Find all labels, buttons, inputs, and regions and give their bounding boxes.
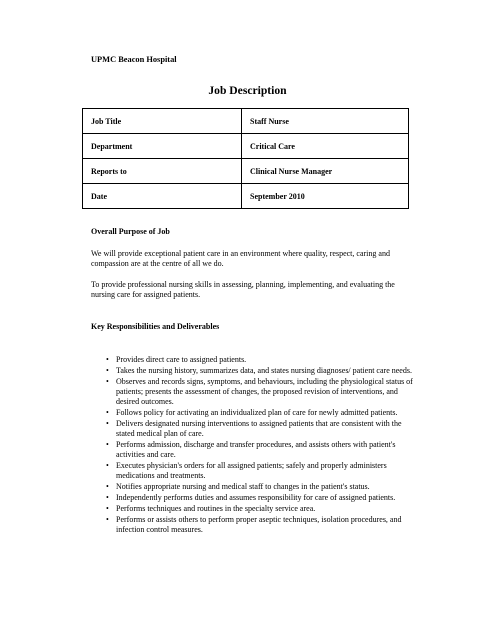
date-label: Date xyxy=(83,184,242,209)
department-label: Department xyxy=(83,134,242,159)
bullet-icon: • xyxy=(106,366,109,375)
table-row xyxy=(83,109,409,134)
purpose-heading: Overall Purpose of Job xyxy=(91,227,170,236)
job-info-table xyxy=(82,108,409,209)
job-title-label: Job Title xyxy=(83,109,242,134)
bullet-icon: • xyxy=(106,408,109,417)
bullet-icon: • xyxy=(106,440,109,449)
reports-to-value: Clinical Nurse Manager xyxy=(242,159,409,184)
bullet-icon: • xyxy=(106,461,109,470)
department-value: Critical Care xyxy=(242,134,409,159)
list-item: • Performs admission, discharge and transfer procedures, and assists others with patient's activities and care. xyxy=(106,440,396,459)
table-row xyxy=(83,159,409,184)
purpose-paragraph-1: We will provide exceptional patient care in an environment where quality, respect, caring and compassion are at the centre of all we do. xyxy=(91,249,390,268)
list-item: • Performs techniques and routines in the specialty service area. xyxy=(106,504,316,513)
bullet-icon: • xyxy=(106,355,109,364)
job-title-value: Staff Nurse xyxy=(242,109,409,134)
bullet-icon: • xyxy=(106,419,109,428)
list-item: • Delivers designated nursing interventions to assigned patients that are consistent with the stated medical plan of care. xyxy=(106,419,402,438)
list-item: • Provides direct care to assigned patients. xyxy=(106,355,247,364)
bullet-icon: • xyxy=(106,493,109,502)
list-item: • Executes physician's orders for all assigned patients; safely and properly administers medications and treatments. xyxy=(106,461,387,480)
list-item: • Performs or assists others to perform proper aseptic techniques, isolation procedures, and infection control measures. xyxy=(106,515,402,534)
list-item: • Independently performs duties and assumes responsibility for care of assigned patients. xyxy=(106,493,396,502)
responsibilities-list xyxy=(91,355,413,536)
document-title: Job Description xyxy=(208,84,287,97)
date-value: September 2010 xyxy=(242,184,409,209)
bullet-icon: • xyxy=(106,504,109,513)
bullet-icon: • xyxy=(106,482,109,491)
organization-name: UPMC Beacon Hospital xyxy=(91,55,177,64)
responsibilities-heading: Key Responsibilities and Deliverables xyxy=(91,322,220,331)
list-item: • Follows policy for activating an individualized plan of care for newly admitted patients. xyxy=(106,408,398,417)
bullet-icon: • xyxy=(106,515,109,524)
bullet-icon: • xyxy=(106,377,109,386)
list-item: • Takes the nursing history, summarizes data, and states nursing diagnoses/ patient care needs. xyxy=(106,366,412,375)
list-item: • Notifies appropriate nursing and medical staff to changes in the patient's status. xyxy=(106,482,370,491)
reports-to-label: Reports to xyxy=(83,159,242,184)
purpose-paragraph-2: To provide professional nursing skills in assessing, planning, implementing, and evaluating the nursing care for assigned patients. xyxy=(91,280,395,299)
table-row xyxy=(83,184,409,209)
list-item: • Observes and records signs, symptoms, and behaviours, including the physiological status of patients; presents the assessment of changes, the proposed revision of interventions, and desired outcomes. xyxy=(106,377,413,406)
table-row xyxy=(83,134,409,159)
